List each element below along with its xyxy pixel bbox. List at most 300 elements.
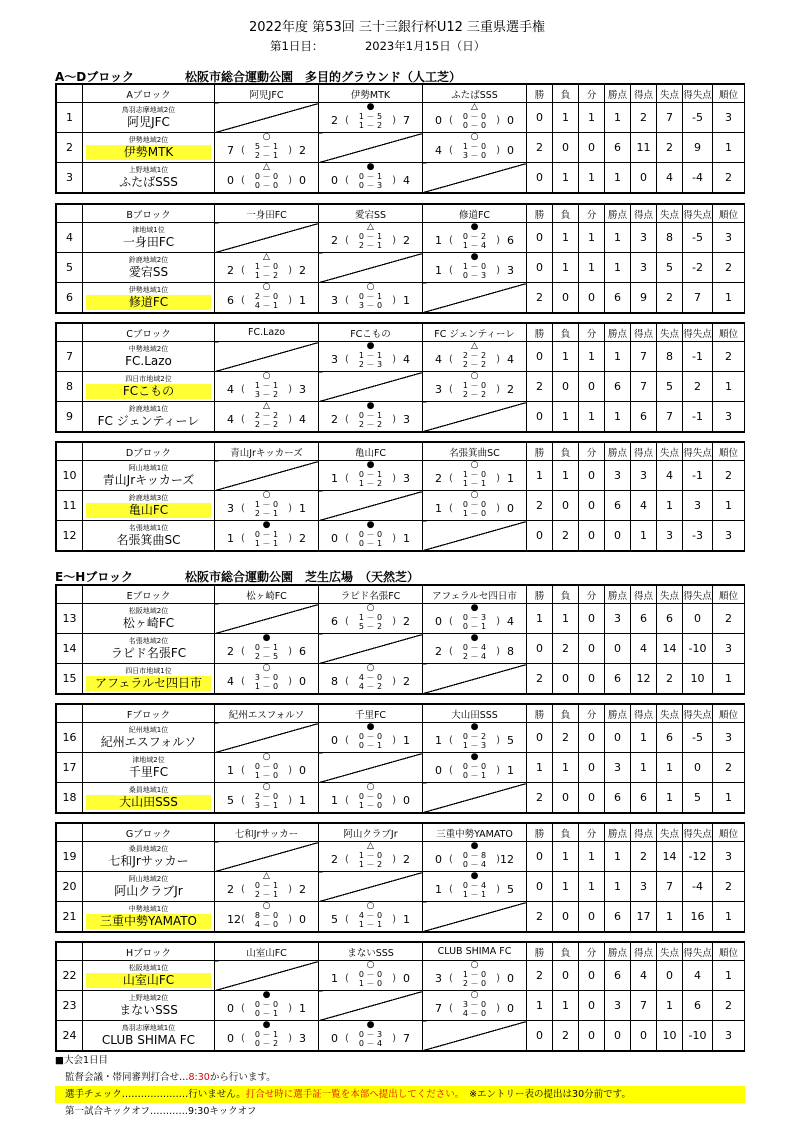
section-heading-e-h xyxy=(55,568,420,585)
opponent-header: FC.Lazo xyxy=(215,324,319,342)
match-result xyxy=(423,133,527,163)
stat-header: 失点 xyxy=(657,943,683,961)
stat-value: 1 xyxy=(713,372,745,402)
stat-header: 勝点 xyxy=(605,586,631,604)
match-result xyxy=(319,783,423,813)
paren-close: ) xyxy=(288,295,292,306)
paren-open: ( xyxy=(449,765,453,776)
team-row xyxy=(57,283,745,313)
group-name: Eブロック xyxy=(83,586,215,604)
second-half-score: 0 － 1 xyxy=(358,539,383,548)
stat-value: 0 xyxy=(579,491,605,521)
team-row xyxy=(57,1021,745,1051)
match-result xyxy=(423,491,527,521)
opponent-header: ラピド名張FC xyxy=(319,586,423,604)
stat-value: 8 xyxy=(657,223,683,253)
result-mark: △ xyxy=(263,401,270,411)
paren-open: ( xyxy=(345,1033,349,1044)
team-cell xyxy=(83,634,215,664)
score-for: 3 xyxy=(227,502,234,515)
score-against: 0 xyxy=(299,764,306,777)
team-region: 中勢地域1位 xyxy=(128,905,169,913)
stat-value: 0 xyxy=(527,723,553,753)
team-region: 松阪地域1位 xyxy=(128,964,169,972)
stat-value: 0 xyxy=(579,902,605,932)
stat-value: 2 xyxy=(527,783,553,813)
score-for: 3 xyxy=(331,294,338,307)
team-row xyxy=(57,372,745,402)
team-name: 千里FC xyxy=(128,765,169,779)
stat-value: 6 xyxy=(631,604,657,634)
first-half-score: 0 － 1 xyxy=(254,881,279,890)
stat-value: 4 xyxy=(631,634,657,664)
second-half-score: 2 － 1 xyxy=(254,890,279,899)
team-region: 伊勢地域2位 xyxy=(128,136,169,144)
stat-value: 16 xyxy=(683,902,713,932)
opponent-header: 阿山クラブJr xyxy=(319,824,423,842)
match-result xyxy=(215,1021,319,1051)
match-result xyxy=(423,223,527,253)
first-half-score: 0 － 0 xyxy=(358,970,383,979)
section-venue: 松阪市総合運動公園 芝生広場 （天然芝） xyxy=(185,570,420,584)
score-against: 3 xyxy=(299,383,306,396)
score-for: 0 xyxy=(435,114,442,127)
score-against: 8 xyxy=(507,645,514,658)
opponent-header: 亀山FC xyxy=(319,443,423,461)
second-half-score: 4 － 1 xyxy=(254,301,279,310)
stat-value: 1 xyxy=(553,253,579,283)
paren-open: ( xyxy=(345,914,349,925)
stat-value: 0 xyxy=(527,872,553,902)
match-result xyxy=(423,991,527,1021)
paren-open: ( xyxy=(241,533,245,544)
self-match-cell xyxy=(423,902,527,932)
stat-header: 勝点 xyxy=(605,943,631,961)
notes xyxy=(55,1052,745,1120)
stat-value: 10 xyxy=(683,664,713,694)
first-half-score: 1 － 0 xyxy=(462,381,487,390)
header-blank xyxy=(57,586,83,604)
stat-value: 0 xyxy=(683,753,713,783)
stat-value: 10 xyxy=(657,1021,683,1051)
score-for: 1 xyxy=(331,794,338,807)
opponent-header: 愛宕SS xyxy=(319,205,423,223)
second-half-score: 0 － 2 xyxy=(254,1039,279,1048)
score-against: 7 xyxy=(403,114,410,127)
paren-open: ( xyxy=(241,676,245,687)
team-name: 青山Jrキッカーズ xyxy=(102,473,195,487)
first-half-score: 1 － 0 xyxy=(462,142,487,151)
score-for: 3 xyxy=(331,353,338,366)
opponent-header: FCこもの xyxy=(319,324,423,342)
group-name: Cブロック xyxy=(83,324,215,342)
self-match-cell xyxy=(215,961,319,991)
stat-value: 1 xyxy=(657,991,683,1021)
self-match-cell xyxy=(423,402,527,432)
paren-close: ) xyxy=(288,795,292,806)
team-cell xyxy=(83,103,215,133)
stat-value: 2 xyxy=(683,372,713,402)
stat-value: 1 xyxy=(579,103,605,133)
score-against: 0 xyxy=(507,1002,514,1015)
second-half-score: 4 － 2 xyxy=(358,682,383,691)
first-half-score: 0 － 0 xyxy=(254,172,279,181)
first-half-score: 1 － 5 xyxy=(358,112,383,121)
section-venue: 松阪市総合運動公園 多目的グラウンド（人工芝） xyxy=(185,70,462,84)
paren-close: ) xyxy=(392,414,396,425)
team-cell xyxy=(83,1021,215,1051)
note-warning: 打合せ時に選手証一覧を本部へ提出してください。 xyxy=(245,1089,460,1100)
team-cell xyxy=(83,402,215,432)
score-for: 0 xyxy=(227,1002,234,1015)
paren-close: ) xyxy=(392,616,396,627)
paren-close: ) xyxy=(496,145,500,156)
note-text: 監督会議・帯同審判打合せ… xyxy=(65,1072,189,1083)
stat-header: 負 xyxy=(553,824,579,842)
stat-value: 1 xyxy=(553,163,579,193)
match-result xyxy=(319,723,423,753)
second-half-score: 0 － 4 xyxy=(462,860,487,869)
second-half-score: 1 － 4 xyxy=(462,241,487,250)
stat-header: 得失点 xyxy=(683,705,713,723)
stat-value: 0 xyxy=(527,163,553,193)
result-mark: ● xyxy=(262,520,271,530)
team-cell xyxy=(83,604,215,634)
second-half-score: 1 － 1 xyxy=(462,479,487,488)
score-against: 1 xyxy=(299,294,306,307)
paren-open: ( xyxy=(449,646,453,657)
paren-close: ) xyxy=(496,854,500,865)
team-row xyxy=(57,402,745,432)
team-region: 上野地域2位 xyxy=(128,994,169,1002)
stat-value: 1 xyxy=(579,872,605,902)
stat-value: 3 xyxy=(713,723,745,753)
group-table xyxy=(55,703,745,814)
stat-value: 3 xyxy=(631,253,657,283)
first-half-score: 2 － 0 xyxy=(254,292,279,301)
stat-value: 2 xyxy=(527,133,553,163)
team-name: CLUB SHIMA FC xyxy=(101,1033,196,1047)
stat-header: 勝 xyxy=(527,943,553,961)
result-mark: ● xyxy=(470,752,479,762)
paren-open: ( xyxy=(241,503,245,514)
result-mark: ● xyxy=(262,1020,271,1030)
match-result xyxy=(423,723,527,753)
score-for: 2 xyxy=(331,234,338,247)
stat-value: 6 xyxy=(657,604,683,634)
score-for: 0 xyxy=(435,764,442,777)
stat-value: 2 xyxy=(657,133,683,163)
second-half-score: 1 － 2 xyxy=(358,860,383,869)
team-row xyxy=(57,521,745,551)
stat-header: 負 xyxy=(553,586,579,604)
team-row xyxy=(57,664,745,694)
team-row xyxy=(57,163,745,193)
first-half-score: 2 － 2 xyxy=(462,351,487,360)
paren-close: ) xyxy=(496,503,500,514)
team-region: 桑員地域2位 xyxy=(128,845,169,853)
score-for: 2 xyxy=(331,114,338,127)
match-result xyxy=(319,1021,423,1051)
stat-value: 2 xyxy=(553,723,579,753)
stat-value: 5 xyxy=(657,372,683,402)
paren-open: ( xyxy=(449,735,453,746)
match-result xyxy=(319,103,423,133)
stat-header: 得点 xyxy=(631,824,657,842)
team-row xyxy=(57,753,745,783)
stat-header: 失点 xyxy=(657,324,683,342)
score-against: 2 xyxy=(403,853,410,866)
first-half-score: 2 － 0 xyxy=(254,792,279,801)
stat-header: 得点 xyxy=(631,705,657,723)
stat-value: 2 xyxy=(713,604,745,634)
paren-close: ) xyxy=(392,914,396,925)
stat-value: 0 xyxy=(527,402,553,432)
stat-header: 得失点 xyxy=(683,205,713,223)
stat-value: 1 xyxy=(657,902,683,932)
stat-value: 9 xyxy=(683,133,713,163)
score-against: 0 xyxy=(507,144,514,157)
first-half-score: 3 － 0 xyxy=(254,673,279,682)
paren-open: ( xyxy=(345,973,349,984)
paren-open: ( xyxy=(449,384,453,395)
score-against: 1 xyxy=(403,913,410,926)
stat-value: 3 xyxy=(631,223,657,253)
paren-open: ( xyxy=(449,115,453,126)
match-result xyxy=(215,991,319,1021)
stat-value: 2 xyxy=(713,342,745,372)
match-result xyxy=(215,753,319,783)
stat-value: 1 xyxy=(713,133,745,163)
stat-value: 12 xyxy=(631,664,657,694)
opponent-header: CLUB SHIMA FC xyxy=(423,943,527,961)
score-for: 5 xyxy=(227,794,234,807)
first-half-score: 0 － 0 xyxy=(462,762,487,771)
team-row xyxy=(57,634,745,664)
paren-open: ( xyxy=(345,175,349,186)
team-name: 紀州エスフォルソ xyxy=(100,735,197,749)
team-row xyxy=(57,342,745,372)
first-half-score: 0 － 3 xyxy=(462,613,487,622)
paren-close: ) xyxy=(392,735,396,746)
match-result xyxy=(423,372,527,402)
team-number: 5 xyxy=(57,253,83,283)
result-mark: ○ xyxy=(262,782,271,792)
second-half-score: 1 － 2 xyxy=(358,479,383,488)
paren-close: ) xyxy=(392,973,396,984)
stat-header: 勝点 xyxy=(605,324,631,342)
stat-value: 1 xyxy=(605,253,631,283)
match-result xyxy=(319,342,423,372)
second-half-score: 0 － 3 xyxy=(358,181,383,190)
self-match-cell xyxy=(319,372,423,402)
score-for: 6 xyxy=(331,615,338,628)
stat-value: 6 xyxy=(605,133,631,163)
team-cell xyxy=(83,872,215,902)
paren-open: ( xyxy=(449,265,453,276)
result-mark: ● xyxy=(470,871,479,881)
self-match-cell xyxy=(423,283,527,313)
stat-value: 3 xyxy=(713,634,745,664)
team-number: 11 xyxy=(57,491,83,521)
stat-header: 勝 xyxy=(527,824,553,842)
stat-header: 負 xyxy=(553,943,579,961)
score-for: 0 xyxy=(331,734,338,747)
self-match-cell xyxy=(215,342,319,372)
second-half-score: 3 － 2 xyxy=(254,390,279,399)
result-mark: ○ xyxy=(262,752,271,762)
stat-value: 7 xyxy=(657,402,683,432)
stat-header: 負 xyxy=(553,443,579,461)
stat-value: 1 xyxy=(713,491,745,521)
paren-open: ( xyxy=(241,765,245,776)
score-against: 12 xyxy=(500,853,514,866)
day-label: 第1日目： xyxy=(270,39,324,53)
first-half-score: 0 － 0 xyxy=(358,530,383,539)
result-mark: ○ xyxy=(262,132,271,142)
stat-value: 9 xyxy=(631,283,657,313)
paren-open: ( xyxy=(345,414,349,425)
match-result xyxy=(423,634,527,664)
score-against: 2 xyxy=(299,532,306,545)
header-blank xyxy=(57,824,83,842)
stat-header: 得失点 xyxy=(683,324,713,342)
stat-value: 1 xyxy=(553,842,579,872)
result-mark: ○ xyxy=(470,960,479,970)
paren-close: ) xyxy=(288,503,292,514)
team-cell xyxy=(83,521,215,551)
stat-value: -1 xyxy=(683,402,713,432)
result-mark: ○ xyxy=(470,132,479,142)
score-against: 0 xyxy=(299,675,306,688)
stat-header: 勝点 xyxy=(605,205,631,223)
score-against: 2 xyxy=(299,264,306,277)
score-for: 12 xyxy=(227,913,241,926)
stat-value: -10 xyxy=(683,634,713,664)
stat-value: 8 xyxy=(657,342,683,372)
team-cell xyxy=(83,491,215,521)
score-against: 5 xyxy=(507,883,514,896)
team-cell xyxy=(83,902,215,932)
score-against: 4 xyxy=(403,174,410,187)
note-text: から行います。 xyxy=(209,1072,276,1083)
result-mark: ● xyxy=(470,633,479,643)
stat-header: 分 xyxy=(579,443,605,461)
stat-value: 6 xyxy=(605,372,631,402)
team-region: 阿山地域2位 xyxy=(128,875,169,883)
stat-value: 3 xyxy=(713,223,745,253)
stat-header: 得失点 xyxy=(683,824,713,842)
score-for: 1 xyxy=(435,502,442,515)
team-cell xyxy=(83,342,215,372)
team-name: 修道FC xyxy=(86,295,211,310)
score-for: 4 xyxy=(227,675,234,688)
stat-value: 2 xyxy=(713,991,745,1021)
stat-value: 0 xyxy=(579,133,605,163)
stat-header: 順位 xyxy=(713,586,745,604)
stat-value: 0 xyxy=(527,634,553,664)
second-half-score: 0 － 1 xyxy=(254,1009,279,1018)
paren-close: ) xyxy=(288,265,292,276)
team-row xyxy=(57,491,745,521)
stat-header: 勝点 xyxy=(605,705,631,723)
result-mark: △ xyxy=(471,102,478,112)
paren-open: ( xyxy=(449,354,453,365)
score-against: 4 xyxy=(507,353,514,366)
paren-close: ) xyxy=(496,884,500,895)
stat-value: 2 xyxy=(527,491,553,521)
header-blank xyxy=(57,85,83,103)
second-half-score: 2 － 2 xyxy=(254,420,279,429)
first-half-score: 1 － 0 xyxy=(462,470,487,479)
opponent-header: 青山Jrキッカーズ xyxy=(215,443,319,461)
first-half-score: 0 － 2 xyxy=(462,732,487,741)
second-half-score: 2 － 4 xyxy=(462,652,487,661)
team-name: 阿児JFC xyxy=(127,115,170,129)
result-mark: ○ xyxy=(366,282,375,292)
paren-open: ( xyxy=(449,503,453,514)
team-cell xyxy=(83,223,215,253)
header-blank xyxy=(57,705,83,723)
stat-value: 4 xyxy=(657,163,683,193)
score-for: 1 xyxy=(331,472,338,485)
score-against: 0 xyxy=(507,502,514,515)
match-result xyxy=(215,163,319,193)
score-for: 2 xyxy=(227,645,234,658)
result-mark: ● xyxy=(262,633,271,643)
stat-header: 分 xyxy=(579,586,605,604)
second-half-score: 1 － 1 xyxy=(358,920,383,929)
score-for: 0 xyxy=(435,853,442,866)
first-half-score: 0 － 1 xyxy=(358,232,383,241)
section-title: A〜Dブロック xyxy=(55,70,135,84)
team-row xyxy=(57,783,745,813)
match-result xyxy=(423,753,527,783)
second-half-score: 0 － 0 xyxy=(254,181,279,190)
score-for: 0 xyxy=(331,174,338,187)
second-half-score: 1 － 2 xyxy=(358,121,383,130)
paren-close: ) xyxy=(392,295,396,306)
team-region: 紀州地域1位 xyxy=(128,726,169,734)
stat-value: 3 xyxy=(605,461,631,491)
stat-header: 勝 xyxy=(527,205,553,223)
header-blank xyxy=(57,324,83,342)
paren-open: ( xyxy=(345,115,349,126)
stat-value: 1 xyxy=(657,783,683,813)
stat-value: 14 xyxy=(657,634,683,664)
result-mark: ○ xyxy=(262,901,271,911)
team-cell xyxy=(83,753,215,783)
stat-value: 1 xyxy=(553,753,579,783)
stat-value: 1 xyxy=(605,402,631,432)
stat-value: 0 xyxy=(683,604,713,634)
result-mark: △ xyxy=(263,162,270,172)
paren-close: ) xyxy=(496,235,500,246)
second-half-score: 0 － 1 xyxy=(462,771,487,780)
score-against: 2 xyxy=(507,383,514,396)
stat-value: 5 xyxy=(683,783,713,813)
opponent-header: 松ヶ崎FC xyxy=(215,586,319,604)
team-name: アフェラルセ四日市 xyxy=(86,676,211,691)
team-row xyxy=(57,872,745,902)
second-half-score: 2 － 5 xyxy=(254,652,279,661)
stat-value: 6 xyxy=(657,723,683,753)
team-number: 3 xyxy=(57,163,83,193)
result-mark: ○ xyxy=(366,901,375,911)
stat-value: 3 xyxy=(713,402,745,432)
second-half-score: 2 － 1 xyxy=(358,241,383,250)
team-row xyxy=(57,133,745,163)
